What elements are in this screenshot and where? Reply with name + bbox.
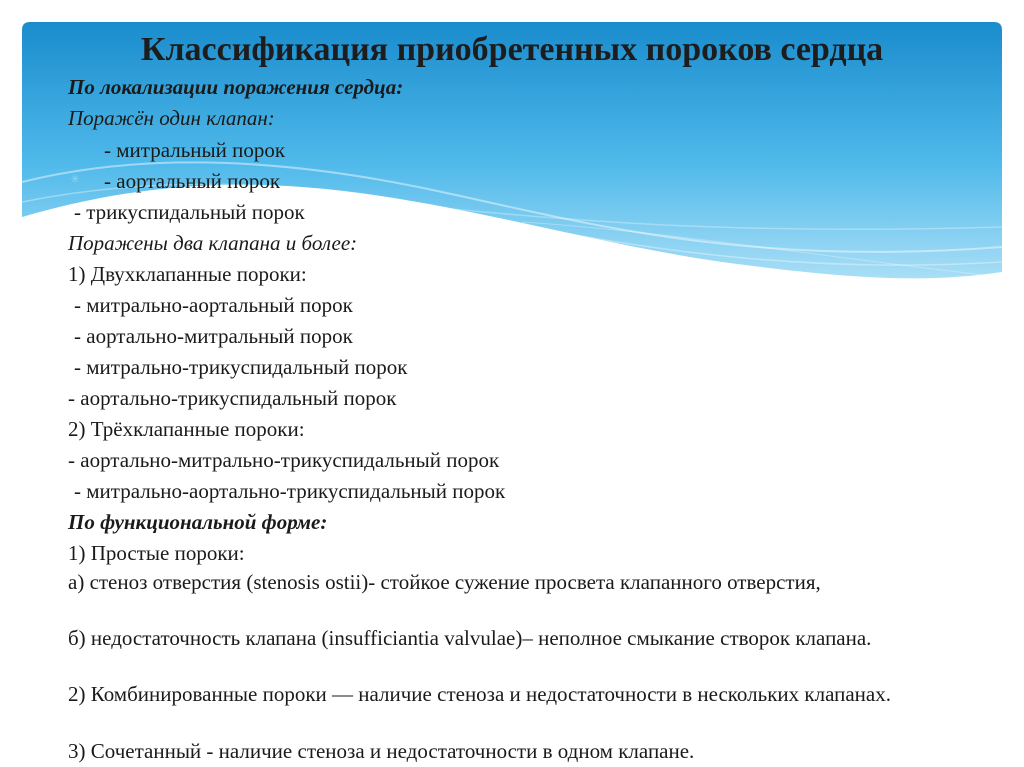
- list-item: - аортально-трикуспидальный порок: [68, 386, 397, 410]
- list-item: б) недостаточность клапана (insufficiantia valvulae)– неполное смыкание створок клапана.: [68, 626, 872, 650]
- subheading-one-valve: Поражён один клапан:: [68, 106, 275, 130]
- list-item: - митрально-аортально-трикуспидальный порок: [74, 479, 506, 503]
- section-heading-localization: По локализации поражения сердца:: [68, 75, 404, 99]
- section-heading-functional: По функциональной форме:: [68, 510, 328, 534]
- list-item: 2) Трёхклапанные пороки:: [68, 417, 305, 441]
- list-item: - аортально-митральный порок: [74, 324, 353, 348]
- list-item: - аортальный порок: [104, 169, 281, 193]
- list-item: - трикуспидальный порок: [74, 200, 305, 224]
- list-item: 1) Простые пороки:: [68, 541, 245, 565]
- sparkle-icon: ✳: [70, 172, 81, 186]
- list-item: 3) Сочетанный - наличие стеноза и недостаточности в одном клапане.: [68, 739, 695, 763]
- list-item: а) стеноз отверстия (stenosis ostii)- стойкое сужение просвета клапанного отверстия,: [68, 570, 821, 594]
- list-item: - митральный порок: [104, 138, 286, 162]
- list-item: - аортально-митрально-трикуспидальный порок: [68, 448, 500, 472]
- list-item: 2) Комбинированные пороки — наличие стеноза и недостаточности в нескольких клапанах.: [68, 682, 891, 706]
- list-item: - митрально-аортальный порок: [74, 293, 353, 317]
- subheading-two-valves: Поражены два клапана и более:: [68, 231, 358, 255]
- slide-title: Классификация приобретенных пороков сердца: [140, 31, 884, 68]
- list-item: - митрально-трикуспидальный порок: [74, 355, 408, 379]
- list-item: 1) Двухклапанные пороки:: [68, 262, 307, 286]
